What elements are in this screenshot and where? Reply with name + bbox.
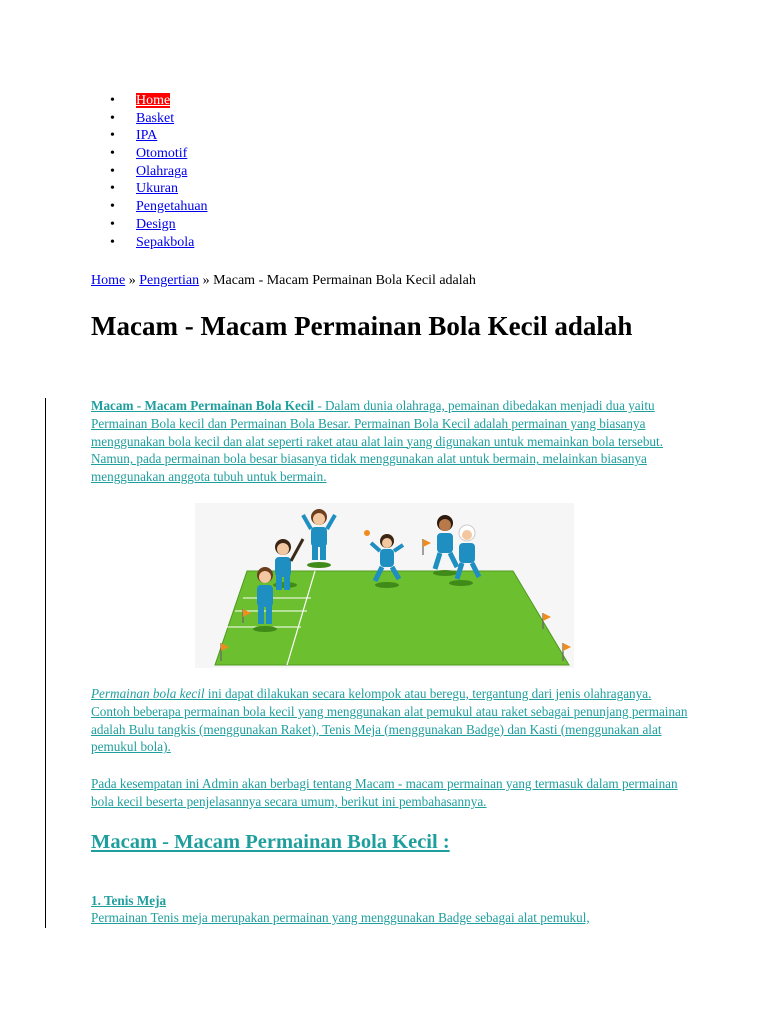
- nav-link-ukuran[interactable]: Ukuran: [136, 181, 178, 197]
- nav-item-otomotif: [110, 145, 208, 163]
- breadcrumb-current: Macam - Macam Permainan Bola Kecil adalah: [213, 273, 476, 288]
- subsection-title-tenis-meja[interactable]: 1. Tenis Meja: [91, 893, 167, 908]
- nav-item-design: [110, 216, 208, 234]
- nav-link-pengetahuan[interactable]: Pengetahuan: [136, 199, 208, 215]
- intro-text: - Dalam dunia olahraga, pemainan dibedakan menjadi dua yaitu Permainan Bola kecil dan Permainan Bola Besar. Permainan Bola Kecil adalah permainan yang biasanya menggunakan bola kecil dan alat seperti raket atau alat lain yang digunakan untuk memainkan bola tersebut. Namun, pada permainan bola besar biasanya tidak menggunakan alat untuk bermain, melainkan biasanya menggunakan anggota tubuh untuk bermain.: [91, 398, 663, 485]
- nav-item-basket: [110, 110, 208, 128]
- nav-link-otomotif[interactable]: Otomotif: [136, 146, 188, 162]
- nav-item-olahraga: [110, 163, 208, 181]
- nav-link-home[interactable]: Home: [136, 93, 171, 108]
- paragraph-2[interactable]: [91, 685, 691, 756]
- nav-link-ipa[interactable]: IPA: [136, 128, 158, 144]
- breadcrumb-home-link[interactable]: Home: [91, 273, 126, 288]
- nav-item-home: [110, 92, 208, 110]
- para2-italic-text: Permainan bola kecil: [91, 686, 205, 701]
- nav-item-ipa: [110, 127, 208, 145]
- child-figure: [435, 515, 457, 569]
- para2-text: ini dapat dilakukan secara kelompok atau beregu, tergantung dari jenis olahraganya. Contoh beberapa permainan bola kecil yang menggunakan alat pemukul atau raket sebagai penunjang permainan adalah Bulu tangkis (menggunakan Raket), Tenis Meja (menggunakan Badge) dan Kasti (menggunakan alat pemukul bola).: [91, 686, 688, 755]
- breadcrumb: [91, 272, 476, 290]
- section-heading[interactable]: Macam - Macam Permainan Bola Kecil :: [91, 831, 450, 853]
- breadcrumb-category-link[interactable]: Pengertian: [139, 273, 200, 288]
- tenis-meja-paragraph[interactable]: Permainan Tenis meja merupakan permainan yang menggunakan Badge sebagai alat pemukul,: [91, 910, 590, 925]
- intro-bold-text: Macam - Macam Permainan Bola Kecil: [91, 398, 315, 413]
- top-nav: [110, 92, 208, 251]
- ball-icon: [364, 530, 370, 536]
- flag-icon: [423, 539, 431, 555]
- kids-playing-ball-illustration: [195, 503, 574, 668]
- child-figure: [303, 509, 335, 560]
- intro-paragraph[interactable]: [91, 397, 691, 486]
- breadcrumb-separator: »: [199, 273, 214, 288]
- nav-item-sepakbola: [110, 234, 208, 252]
- page-title: Macam - Macam Permainan Bola Kecil adalah: [91, 311, 633, 341]
- left-margin-rule: [45, 398, 46, 928]
- breadcrumb-separator: »: [125, 273, 140, 288]
- nav-link-basket[interactable]: Basket: [136, 110, 175, 126]
- nav-link-design[interactable]: Design: [136, 216, 176, 232]
- article-illustration: [195, 503, 574, 668]
- nav-link-sepakbola[interactable]: Sepakbola: [136, 234, 195, 250]
- nav-item-pengetahuan: [110, 198, 208, 216]
- nav-link-olahraga[interactable]: Olahraga: [136, 163, 188, 179]
- nav-item-ukuran: [110, 180, 208, 198]
- paragraph-3[interactable]: Pada kesempatan ini Admin akan berbagi tentang Macam - macam permainan yang termasuk dalam permainan bola kecil beserta penjelasannya secara umum, berikut ini pembahasannya.: [91, 776, 678, 809]
